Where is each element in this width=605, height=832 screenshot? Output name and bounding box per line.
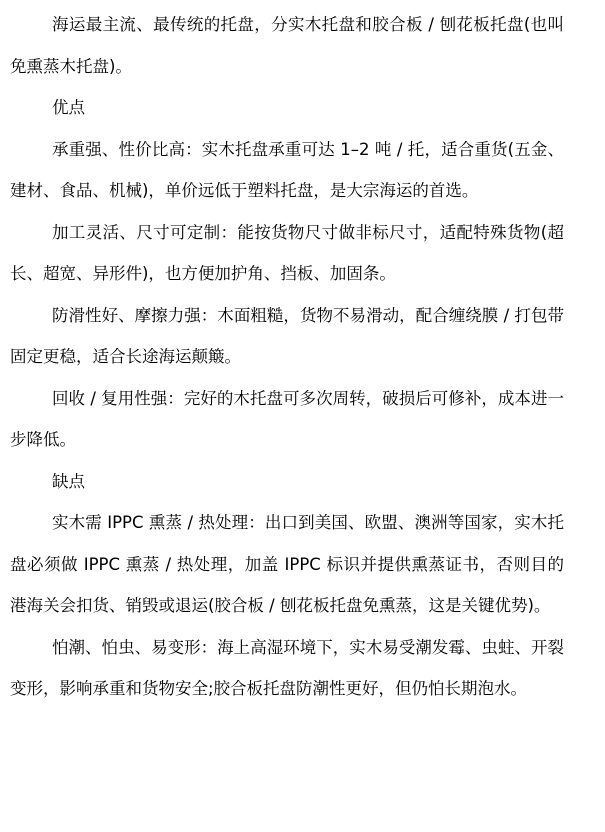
load-capacity-paragraph: 承重强、性价比高：实木托盘承重可达 1–2 吨 / 托，适合重货(五金、建材、食品、机械)，单价远低于塑料托盘，是大宗海运的首选。 [10, 139, 564, 200]
advantages-heading: 优点 [52, 98, 85, 117]
ippc-paragraph: 实木需 IPPC 熏蒸 / 热处理：出口到美国、欧盟、澳洲等国家，实木托盘必须做 IPPC 熏蒸 / 热处理，加盖 IPPC 标识并提供熏蒸证书，否则目的港海关会扣货、销毁或退运(胶合板 / 刨花板托盘免熏蒸，这是关键优势)。 [10, 513, 564, 615]
document-body [10, 4, 564, 710]
customization-paragraph: 加工灵活、尺寸可定制：能按货物尺寸做非标尺寸，适配特殊货物(超长、超宽、异形件)，也方便加护角、挡板、加固条。 [10, 222, 564, 283]
disadvantages-heading: 缺点 [52, 471, 85, 491]
anti-slip-paragraph: 防滑性好、摩擦力强：木面粗糙，货物不易滑动，配合缠绕膜 / 打包带固定更稳，适合长途海运颠簸。 [10, 305, 564, 366]
reuse-paragraph: 回收 / 复用性强：完好的木托盘可多次周转，破损后可修补，成本进一步降低。 [10, 388, 564, 449]
intro-paragraph: 海运最主流、最传统的托盘，分实木托盘和胶合板 / 刨花板托盘(也叫免熏蒸木托盘)。 [10, 15, 564, 76]
moisture-paragraph: 怕潮、怕虫、易变形：海上高湿环境下，实木易受潮发霉、虫蛀、开裂变形，影响承重和货物安全;胶合板托盘防潮性更好，但仍怕长期泡水。 [10, 637, 564, 698]
